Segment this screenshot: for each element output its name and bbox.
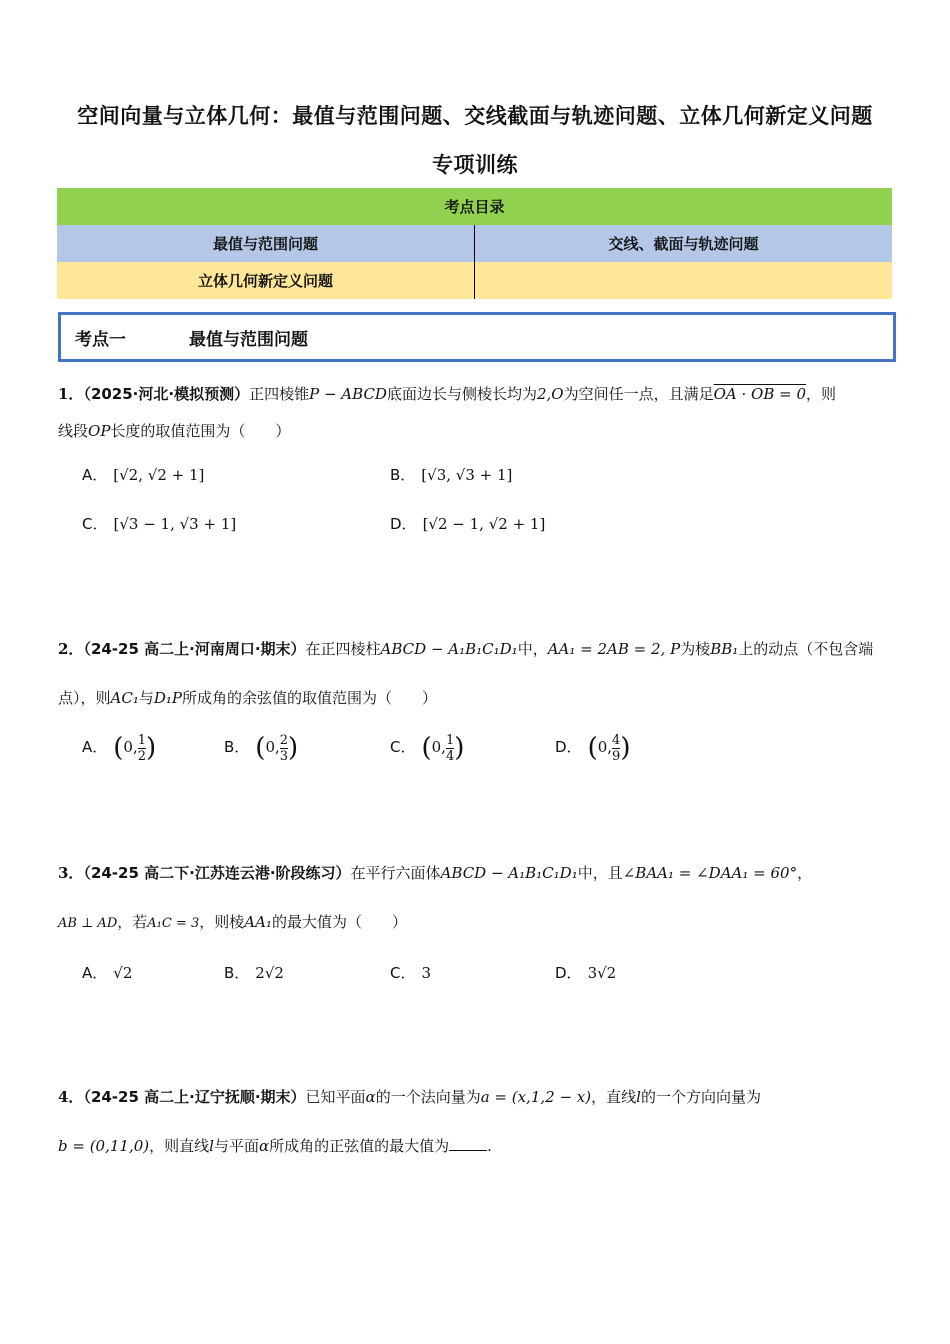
option-c[interactable]: C． (0, $\frac{1}{4}$ ) bbox=[390, 732, 465, 764]
toc-table bbox=[57, 188, 892, 299]
question-source: （24-25 高二上·辽宁抚顺·期末） bbox=[83, 1088, 306, 1106]
toc-header: 考点目录 bbox=[57, 188, 892, 225]
option-a[interactable]: A． √2 bbox=[82, 964, 133, 982]
question-source: （24-25 高二下·江苏连云港·阶段练习） bbox=[83, 864, 351, 882]
option-a[interactable]: A． (0, $\frac{1}{2}$ ) bbox=[82, 732, 157, 764]
section-header bbox=[58, 312, 896, 362]
option-b[interactable]: B． [√3, √3 + 1] bbox=[390, 466, 513, 484]
answer-blank[interactable] bbox=[449, 1136, 487, 1151]
toc-item-section[interactable]: 交线、截面与轨迹问题 bbox=[475, 225, 893, 262]
option-b[interactable]: B． 2√2 bbox=[224, 964, 284, 982]
toc-item-new-definition[interactable]: 立体几何新定义问题 bbox=[57, 262, 475, 299]
option-d[interactable]: D． (0, $\frac{4}{9}$ ) bbox=[555, 732, 631, 764]
vector-a: a = (x,1,2 − x) bbox=[480, 1088, 592, 1106]
question-1-line-1: 1．（2025·河北·模拟预测）正四棱锥P − ABCD底面边长与侧棱长均为2,O为空间任一点，且满足OA · OB = 0，则 bbox=[58, 385, 837, 403]
option-b[interactable]: B． (0, $\frac{2}{3}$ ) bbox=[224, 732, 299, 764]
question-1-line-2: 线段OP长度的取值范围为（ ） bbox=[58, 422, 291, 440]
question-2-line-1: 2．（24-25 高二上·河南周口·期末）在正四棱柱ABCD − A₁B₁C₁D₁中，AA₁ = 2AB = 2, P为棱BB₁上的动点（不包含端 bbox=[58, 640, 874, 658]
question-2-line-2: 点），则AC₁与D₁P所成角的余弦值的取值范围为（ ） bbox=[58, 689, 438, 707]
option-d[interactable]: D． 3√2 bbox=[555, 964, 617, 982]
option-d[interactable]: D． [√2 − 1, √2 + 1] bbox=[390, 515, 546, 533]
document-title: 空间向量与立体几何：最值与范围问题、交线截面与轨迹问题、立体几何新定义问题 bbox=[77, 104, 873, 128]
vector-dot-product: OA · OB = 0 bbox=[713, 385, 806, 403]
toc-item-empty bbox=[475, 262, 893, 299]
question-3-line-2: AB ⊥ AD，若A₁C = 3，则棱AA₁的最大值为（ ） bbox=[58, 913, 407, 931]
section-number: 考点一 bbox=[75, 330, 126, 350]
section-name: 最值与范围问题 bbox=[189, 330, 308, 350]
question-4-line-1: 4．（24-25 高二上·辽宁抚顺·期末）已知平面α的一个法向量为a = (x,1,2 − x)，直线l的一个方向向量为 bbox=[58, 1088, 761, 1106]
question-4-line-2: b = (0,11,0)，则直线l与平面α所成角的正弦值的最大值为 . bbox=[58, 1137, 492, 1155]
question-source: （2025·河北·模拟预测） bbox=[83, 385, 250, 403]
option-a[interactable]: A． [√2, √2 + 1] bbox=[82, 466, 205, 484]
toc-item-range[interactable]: 最值与范围问题 bbox=[57, 225, 475, 262]
question-3-line-1: 3．（24-25 高二下·江苏连云港·阶段练习）在平行六面体ABCD − A₁B₁C₁D₁中，且∠BAA₁ = ∠DAA₁ = 60°， bbox=[58, 864, 813, 882]
option-c[interactable]: C． 3 bbox=[390, 964, 432, 982]
option-c[interactable]: C． [√3 − 1, √3 + 1] bbox=[82, 515, 237, 533]
question-source: （24-25 高二上·河南周口·期末） bbox=[83, 640, 306, 658]
vector-b: b = (0,11,0) bbox=[58, 1137, 150, 1155]
document-subtitle: 专项训练 bbox=[432, 153, 518, 177]
